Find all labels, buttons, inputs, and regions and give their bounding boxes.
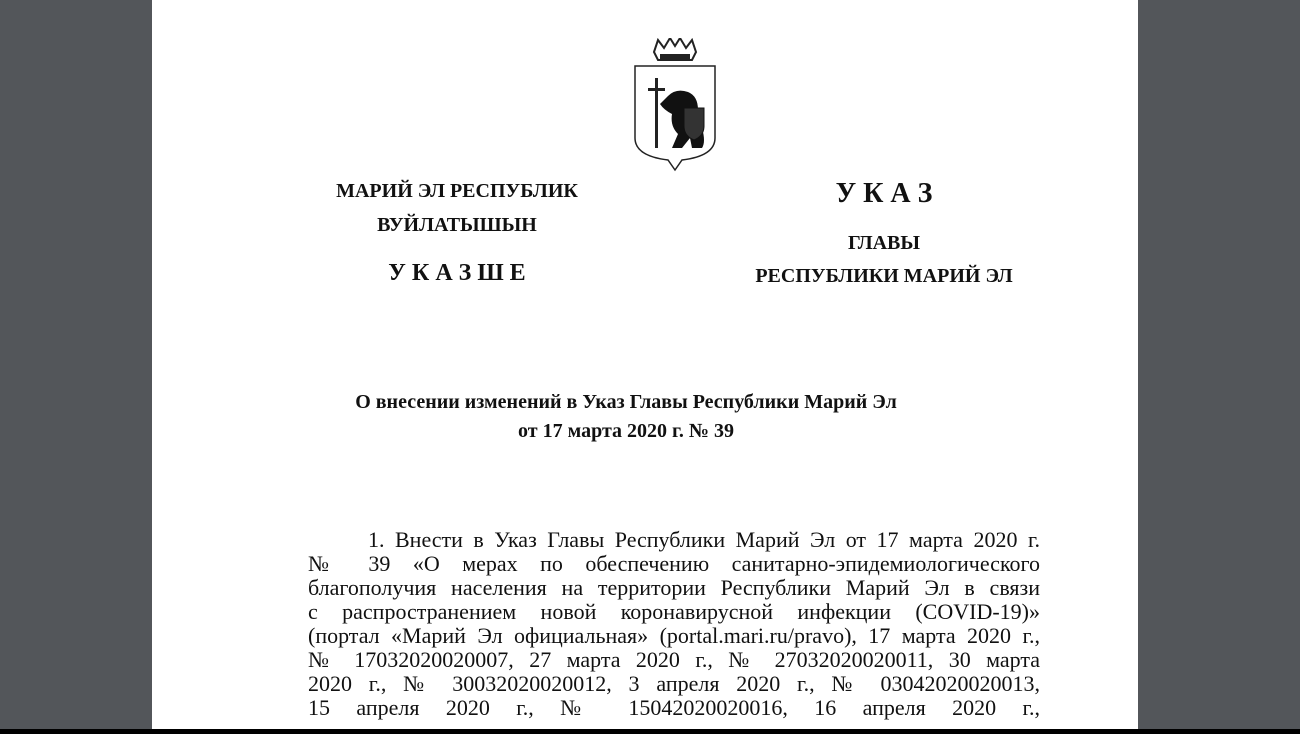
- header-left-line2: ВУЙЛАТЫШЫН: [377, 214, 537, 236]
- body-line: благополучия населения на территории Республики Марий Эл в связи: [308, 575, 1040, 600]
- body-line: № 17032020020007, 27 марта 2020 г., № 27032020020011, 30 марта: [308, 647, 1040, 672]
- coat-of-arms-emblem: [632, 38, 718, 172]
- document-title-line2: от 17 марта 2020 г. № 39: [518, 420, 734, 442]
- bottom-bar: [0, 729, 1300, 734]
- header-right-line3: РЕСПУБЛИКИ МАРИЙ ЭЛ: [755, 265, 1013, 287]
- body-line: № 39 «О мерах по обеспечению санитарно-эпидемиологического: [308, 551, 1040, 576]
- document-title-line1: О внесении изменений в Указ Главы Республики Марий Эл: [355, 391, 897, 413]
- body-line: 15 апреля 2020 г., № 15042020020016, 16 апреля 2020 г.,: [308, 695, 1040, 720]
- document-page: [152, 0, 1138, 729]
- header-left-line3: У К А З Ш Е: [388, 260, 526, 286]
- body-line: 1. Внести в Указ Главы Республики Марий Эл от 17 марта 2020 г.: [368, 527, 1040, 552]
- header-left-line1: МАРИЙ ЭЛ РЕСПУБЛИК: [336, 180, 578, 202]
- body-line: (портал «Марий Эл официальная» (portal.mari.ru/pravo), 17 марта 2020 г.,: [308, 623, 1040, 648]
- body-line: с распространением новой коронавирусной инфекции (COVID-19)»: [308, 599, 1040, 624]
- header-right-line2: ГЛАВЫ: [847, 232, 921, 254]
- header-right-line1: У К А З: [835, 178, 933, 209]
- body-line: 2020 г., № 30032020020012, 3 апреля 2020 г., № 03042020020013,: [308, 671, 1040, 696]
